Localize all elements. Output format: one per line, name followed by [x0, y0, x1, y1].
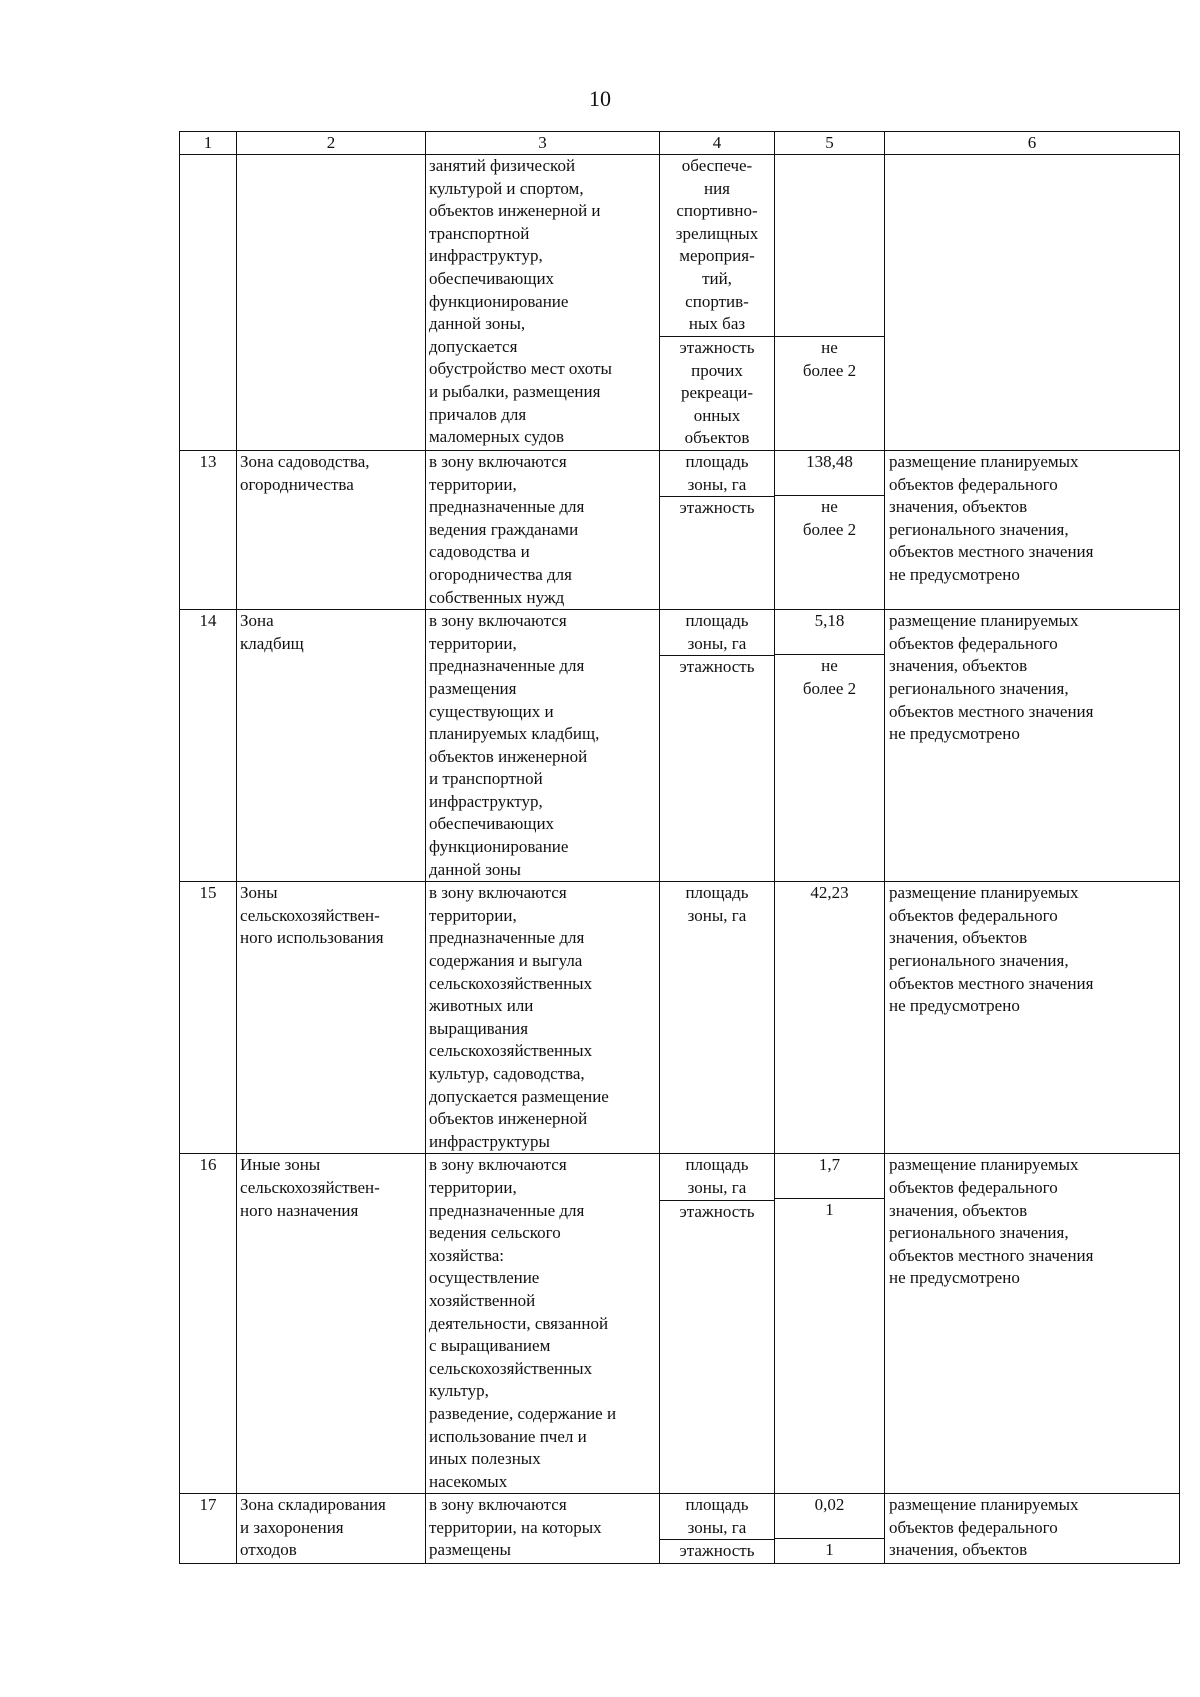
table-row — [180, 1154, 1180, 1494]
header-row — [180, 132, 1180, 155]
zone-name: Зона складирования и захоронения отходов — [237, 1494, 426, 1564]
header-cell: 3 — [426, 132, 660, 155]
row-number: 17 — [180, 1494, 237, 1564]
parameter-value: не более 2 — [802, 496, 857, 539]
zone-note: размещение планируемых объектов федерального значения, объектов регионального значения, объектов местного значения не предусмотрено — [885, 610, 1180, 882]
parameter-label: площадь зоны, га — [660, 1154, 774, 1200]
value-cell — [775, 1154, 885, 1494]
header-cell: 5 — [775, 132, 885, 155]
table-row — [180, 1494, 1180, 1564]
parameter-label: обеспече- ния спортивно- зрелищных мероприя- тий, спортив- ных баз — [660, 155, 774, 337]
parameter-value: 1,7 — [775, 1154, 884, 1199]
value-cell — [775, 882, 885, 1154]
parameter-value: не более 2 — [802, 338, 857, 380]
row-number: 13 — [180, 450, 237, 609]
zone-name: Зоны сельскохозяйствен- ного использования — [237, 882, 426, 1154]
parameter-label: этажность — [679, 657, 755, 677]
table-row — [180, 450, 1180, 609]
parameter-label: площадь зоны, га — [660, 1494, 774, 1540]
parameter-label: этажность — [679, 498, 755, 518]
parameter-value: 5,18 — [775, 610, 884, 655]
zones-table — [179, 131, 1180, 1564]
parameter-label: площадь зоны, га — [685, 883, 749, 925]
parameter-value — [775, 155, 884, 337]
value-cell — [775, 1494, 885, 1564]
zone-note: размещение планируемых объектов федерального значения, объектов — [885, 1494, 1180, 1564]
parameter-cell — [660, 1154, 775, 1494]
header-cell: 1 — [180, 132, 237, 155]
zone-description: в зону включаются территории, предназначенные для ведения гражданами садоводства и огородничества для собственных нужд — [426, 450, 660, 609]
header-cell: 2 — [237, 132, 426, 155]
parameter-value: 1 — [825, 1540, 834, 1560]
parameter-value: 0,02 — [775, 1494, 884, 1539]
row-number: 14 — [180, 610, 237, 882]
zone-name: Зона кладбищ — [237, 610, 426, 882]
header-cell: 6 — [885, 132, 1180, 155]
parameter-value: не более 2 — [802, 656, 857, 698]
parameter-label: этажность прочих рекреаци- онных объектов — [679, 338, 755, 448]
parameter-cell — [660, 1494, 775, 1564]
zone-note: размещение планируемых объектов федерального значения, объектов регионального значения, объектов местного значения не предусмотрено — [885, 882, 1180, 1154]
page-number: 10 — [589, 86, 611, 111]
parameter-label: этажность — [679, 1201, 755, 1221]
zone-description: в зону включаются территории, предназначенные для размещения существующих и планируемых кладбищ, объектов инженерной и транспортной инфраструктур, обеспечивающих функционирование данной зоны — [426, 610, 660, 882]
zone-description: занятий физической культурой и спортом, объектов инженерной и транспортной инфраструктур, обеспечивающих функционирование данной зоны, допускается обустройство мест охоты и рыбалки, размещения причалов для маломерных судов — [426, 155, 660, 451]
row-number: 15 — [180, 882, 237, 1154]
row-number — [180, 155, 237, 451]
value-cell — [775, 610, 885, 882]
parameter-label: этажность — [679, 1541, 755, 1561]
parameter-value: 1 — [825, 1200, 834, 1220]
parameter-cell — [660, 610, 775, 882]
zone-description: в зону включаются территории, предназначенные для содержания и выгула сельскохозяйственных животных или выращивания сельскохозяйственных культур, садоводства, допускается размещение объектов инженерной инфраструктуры — [426, 882, 660, 1154]
zone-description: в зону включаются территории, на которых размещены — [426, 1494, 660, 1564]
value-cell — [775, 450, 885, 609]
zone-name — [237, 155, 426, 451]
table-row — [180, 155, 1180, 451]
header-cell: 4 — [660, 132, 775, 155]
parameter-value: 42,23 — [810, 883, 849, 903]
zone-description: в зону включаются территории, предназначенные для ведения сельского хозяйства: осуществление хозяйственной деятельности, связанной с выращиванием сельскохозяйственных культур, разведение, содержание и использование пчел и иных полезных насекомых — [426, 1154, 660, 1494]
zone-note: размещение планируемых объектов федерального значения, объектов регионального значения, объектов местного значения не предусмотрено — [885, 450, 1180, 609]
parameter-cell — [660, 155, 775, 451]
table-row — [180, 610, 1180, 882]
parameter-label: площадь зоны, га — [660, 451, 774, 497]
zone-name: Иные зоны сельскохозяйствен- ного назначения — [237, 1154, 426, 1494]
parameter-cell — [660, 882, 775, 1154]
parameter-cell — [660, 450, 775, 609]
row-number: 16 — [180, 1154, 237, 1494]
parameter-value: 138,48 — [775, 451, 884, 496]
zone-note: размещение планируемых объектов федерального значения, объектов регионального значения, объектов местного значения не предусмотрено — [885, 1154, 1180, 1494]
zone-note — [885, 155, 1180, 451]
zone-name: Зона садоводства, огородничества — [237, 450, 426, 609]
parameter-label: площадь зоны, га — [660, 610, 774, 656]
table-row — [180, 882, 1180, 1154]
value-cell — [775, 155, 885, 451]
